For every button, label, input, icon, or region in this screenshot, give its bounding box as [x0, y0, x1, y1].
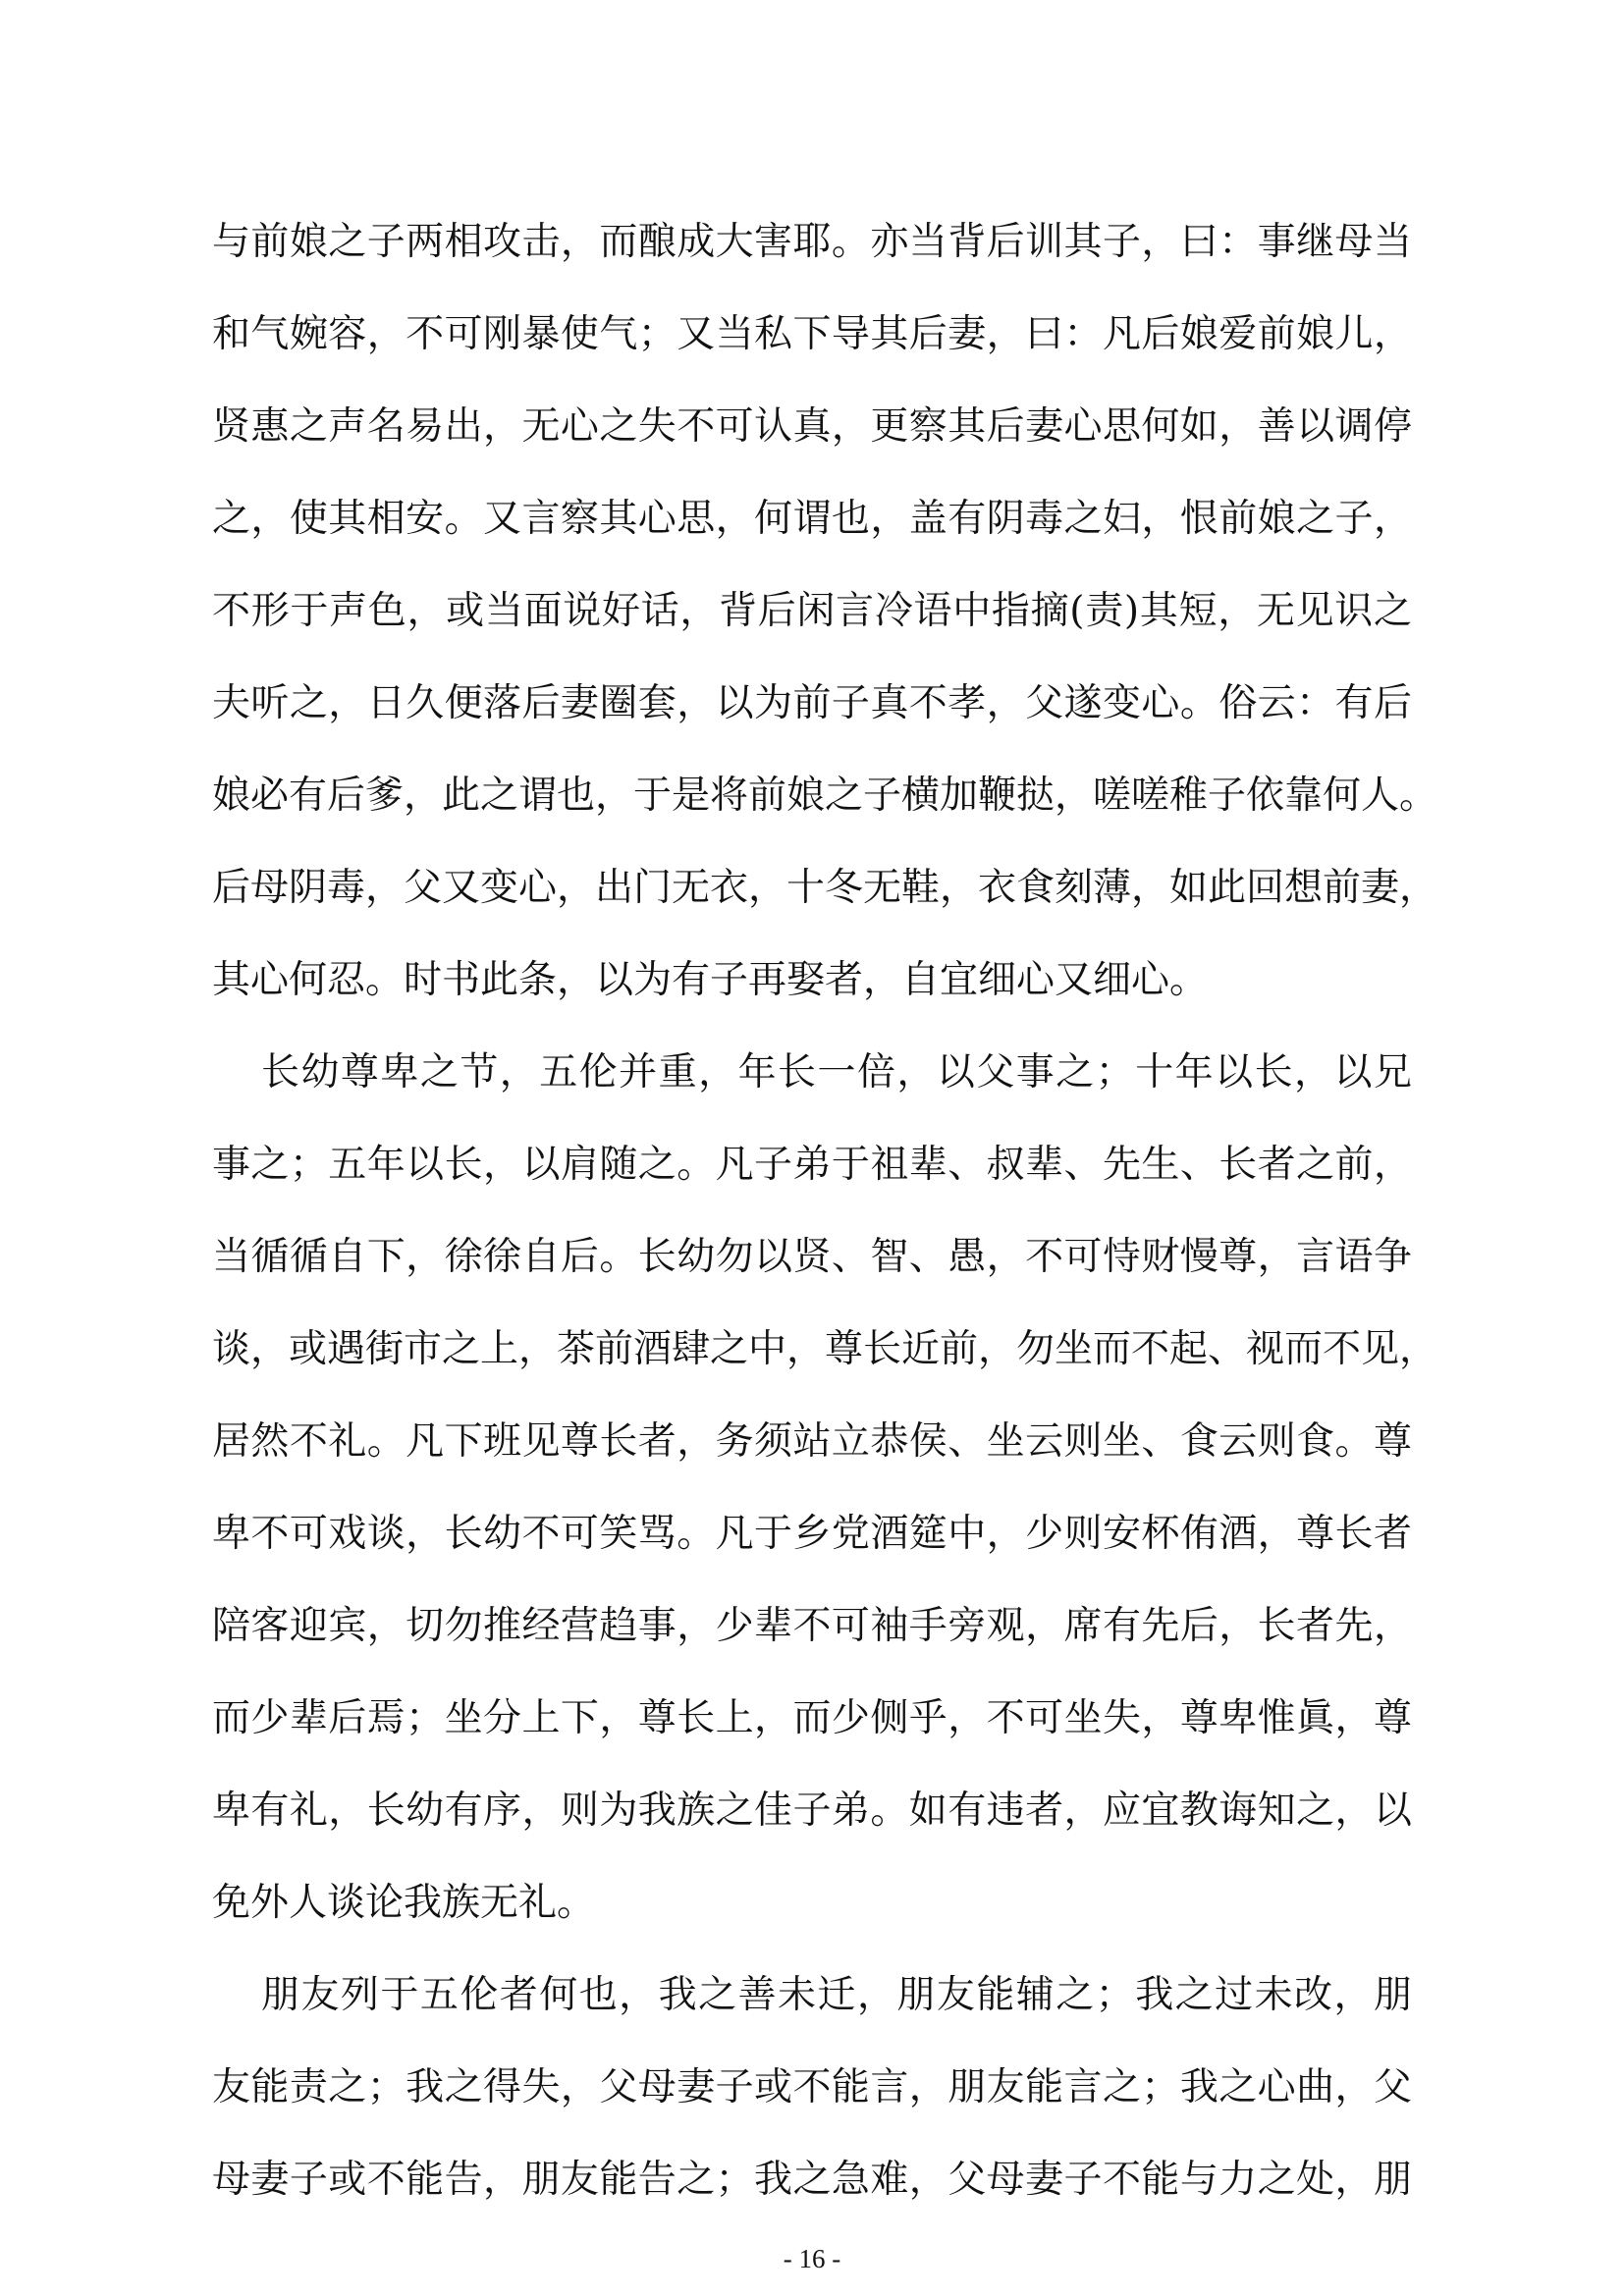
text-line: 而少辈后焉；坐分上下，尊长上，而少侧乎，不可坐失，尊卑惟眞，尊: [212, 1696, 1412, 1740]
text-line: 卑有礼，长幼有序，则为我族之佳子弟。如有违者，应宜教诲知之，以: [212, 1789, 1412, 1833]
text-line: 母妻子或不能告，朋友能告之；我之急难，父母妻子不能与力之处，朋: [212, 2158, 1412, 2202]
text-line: 其心何忍。时书此条，以为有子再娶者，自宜细心又细心。: [212, 958, 1209, 1002]
text-line: 免外人谈论我族无礼。: [212, 1881, 596, 1925]
text-line: 朋友列于五伦者何也，我之善未迁，朋友能辅之；我之过未改，朋: [261, 1973, 1412, 2017]
text-line: 后母阴毒，父又变心，出门无衣，十冬无鞋，衣食刻薄，如此回想前妻，: [212, 866, 1438, 910]
text-line: 事之；五年以长，以肩随之。凡子弟于祖辈、叔辈、先生、长者之前，: [212, 1143, 1412, 1187]
text-line: 之，使其相安。又言察其心思，何谓也，盖有阴毒之妇，恨前娘之子，: [212, 497, 1412, 541]
text-line: 不形于声色，或当面说好话，背后闲言冷语中指摘(责)其短，无见识之: [212, 589, 1412, 633]
text-line: 卑不可戏谈，长幼不可笑骂。凡于乡党酒筵中，少则安杯侑酒，尊长者: [212, 1512, 1412, 1556]
text-line: 贤惠之声名易出，无心之失不可认真，更察其后妻心思何如，善以调停: [212, 404, 1412, 449]
text-line: 居然不礼。凡下班见尊长者，务须站立恭侯、坐云则坐、食云则食。尊: [212, 1419, 1412, 1464]
text-line: 和气婉容，不可刚暴使气；又当私下导其后妻，曰：凡后娘爱前娘儿，: [212, 312, 1412, 356]
text-line: 与前娘之子两相攻击，而酿成大害耶。亦当背后训其子，曰：事继母当: [212, 220, 1412, 264]
text-line: 陪客迎宾，切勿推经营趋事，少辈不可袖手旁观，席有先后，长者先，: [212, 1604, 1412, 1648]
text-line: 长幼尊卑之节，五伦并重，年长一倍，以父事之；十年以长，以兄: [261, 1050, 1412, 1095]
text-line: 友能责之；我之得失，父母妻子或不能言，朋友能言之；我之心曲，父: [212, 2065, 1412, 2109]
text-line: 谈，或遇街市之上，茶前酒肆之中，尊长近前，勿坐而不起、视而不见，: [212, 1327, 1438, 1371]
text-line: 当循循自下，徐徐自后。长幼勿以贤、智、愚，不可恃财慢尊，言语争: [212, 1235, 1412, 1279]
text-line: 娘必有后爹，此之谓也，于是将前娘之子横加鞭挞，嗟嗟稚子依靠何人。: [212, 774, 1438, 818]
text-line: 夫听之，日久便落后妻圈套，以为前子真不孝，父遂变心。俗云：有后: [212, 681, 1412, 725]
page-number: - 16 -: [783, 2244, 841, 2273]
